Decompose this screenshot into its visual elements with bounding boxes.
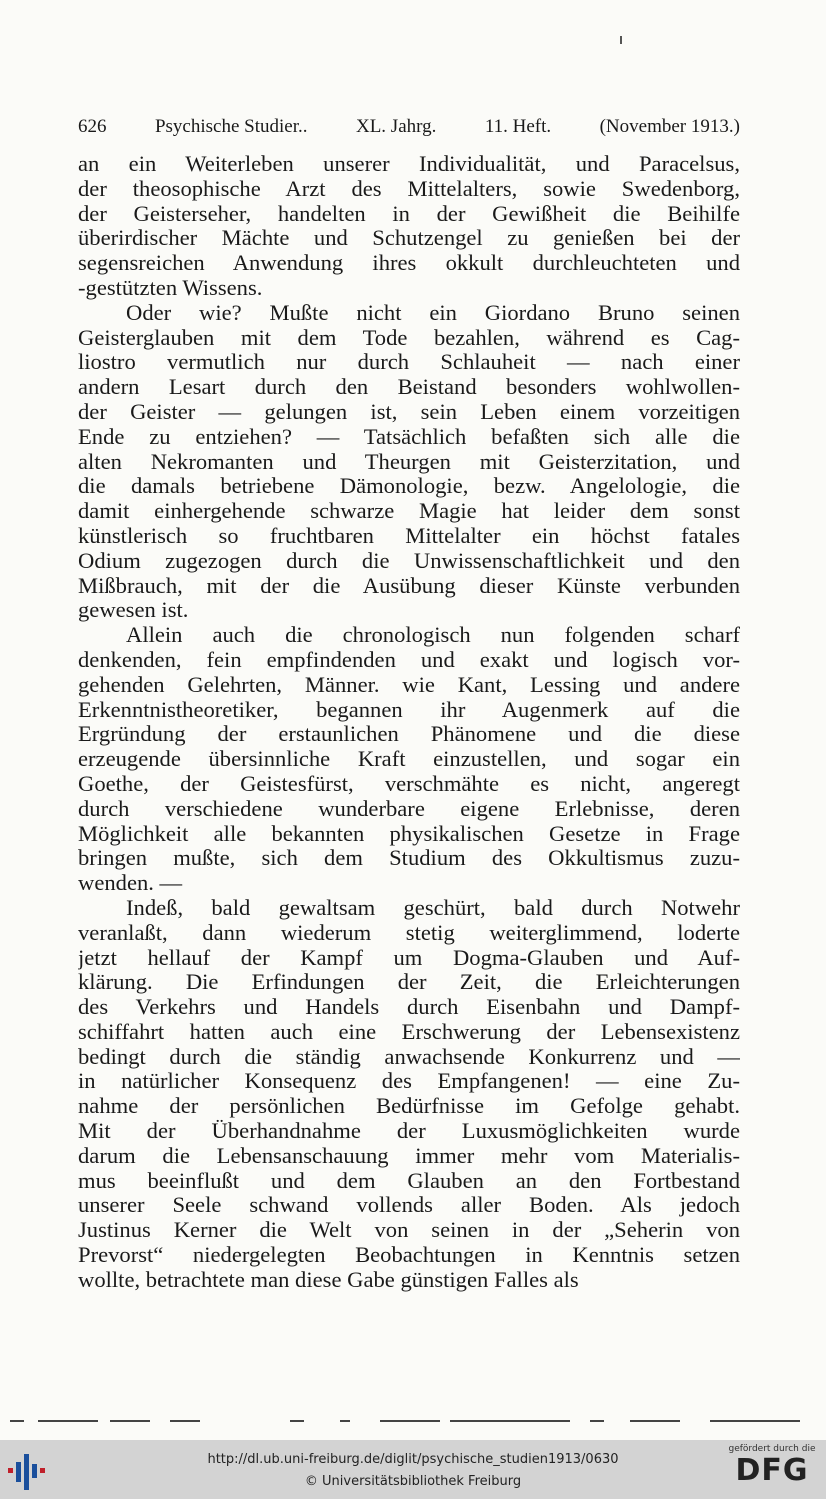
text-line: darum die Lebensanschauung immer mehr vom Materialis-: [78, 1143, 740, 1168]
text-line: Ergründung der erstaunlichen Phänomene und die diese: [78, 722, 740, 747]
text-line: künstlerisch so fruchtbaren Mittelalter ein höchst fatales: [78, 523, 740, 548]
text-line: alten Nekromanten und Theurgen mit Geisterzitation, und: [78, 449, 740, 474]
text-line: Oder wie? Mußte nicht ein Giordano Bruno seinen: [126, 300, 740, 325]
text-line: durch verschiedene wunderbare eigene Erlebnisse, deren: [78, 796, 740, 821]
volume: XL. Jahrg.: [355, 116, 437, 137]
copyright-notice: © Universitätsbibliothek Freiburg: [304, 1474, 522, 1489]
text-line: der Geisterseher, handelten in der Gewißheit die Beihilfe: [78, 201, 740, 226]
text-line: unserer Seele schwand vollends aller Boden. Als jedoch: [78, 1193, 740, 1218]
text-line: gewesen ist.: [78, 598, 189, 623]
text-line: liostro vermutlich nur durch Schlauheit — nach einer: [78, 350, 740, 375]
text-line: des Verkehrs und Handels durch Eisenbahn und Dampf-: [78, 995, 740, 1020]
text-line: klärung. Die Erfindungen der Zeit, die Erleichterungen: [78, 970, 740, 995]
scan-artifact-line: [10, 1420, 810, 1424]
text-line: jetzt hellauf der Kampf um Dogma-Glauben und Auf-: [78, 945, 740, 970]
text-line: Mit der Überhandnahme der Luxusmöglichkeiten wurde: [78, 1119, 740, 1144]
text-line: Ende zu entziehen? — Tatsächlich befaßten sich alle die: [78, 424, 740, 449]
text-line: denkenden, fein empfindenden und exakt und logisch vor-: [78, 647, 740, 672]
text-line: wollte, betrachtete man diese Gabe günstigen Falles als: [78, 1267, 579, 1292]
text-line: nahme der persönlichen Bedürfnisse im Gefolge gehabt.: [78, 1094, 740, 1119]
text-line: schiffahrt hatten auch eine Erschwerung der Lebensexistenz: [78, 1019, 740, 1044]
text-line: segensreichen Anwendung ihres okkult durchleuchteten und: [78, 251, 740, 276]
dfg-logo: [726, 1444, 818, 1496]
text-line: wenden. —: [78, 871, 183, 896]
text-line: andern Lesart durch den Beistand besonders wohlwollen-: [78, 375, 740, 400]
text-line: überirdischer Mächte und Schutzengel zu genießen bei der: [78, 226, 740, 251]
text-line: Allein auch die chronologisch nun folgenden scharf: [126, 623, 740, 648]
margin-mark: [620, 36, 622, 44]
paragraph: [78, 152, 740, 301]
text-line: Geisterglauben mit dem Tode bezahlen, während es Cag-: [78, 325, 740, 350]
text-line: erzeugende übersinnliche Kraft einzustellen, und sogar ein: [78, 747, 740, 772]
text-line: in natürlicher Konsequenz des Empfangenen! — eine Zu-: [78, 1069, 740, 1094]
digitization-footer: [0, 1440, 826, 1499]
text-line: die damals betriebene Dämonologie, bezw. Angelologie, die: [78, 474, 740, 499]
text-line: Möglichkeit alle bekannten physikalischen Gesetze in Frage: [78, 821, 740, 846]
text-line: Justinus Kerner die Welt von seinen in der „Seherin von: [78, 1218, 740, 1243]
text-line: veranlaßt, dann wiederum stetig weiterglimmend, loderte: [78, 920, 740, 945]
text-line: gehenden Gelehrten, Männer. wie Kant, Lessing und andere: [78, 672, 740, 697]
text-line: damit einhergehende schwarze Magie hat leider dem sonst: [78, 499, 740, 524]
text-line: Indeß, bald gewaltsam geschürt, bald durch Notwehr: [126, 895, 740, 920]
running-header: [78, 116, 740, 142]
text-line: -gestützten Wissens.: [78, 275, 263, 300]
text-line: an ein Weiterleben unserer Individualität, und Paracelsus,: [78, 152, 740, 176]
text-line: bedingt durch die ständig anwachsende Konkurrenz und —: [78, 1044, 740, 1069]
paragraph: [78, 623, 740, 896]
text-line: Prevorst“ niedergelegten Beobachtungen in Kenntnis setzen: [78, 1243, 740, 1268]
text-line: bringen mußte, sich dem Studium des Okkultismus zuzu-: [78, 846, 740, 871]
body-text: [78, 152, 740, 1293]
dfg-wordmark: DFG: [735, 1453, 809, 1488]
page-number: 626: [78, 116, 107, 137]
source-url[interactable]: http://dl.ub.uni-freiburg.de/diglit/psychische_studien1913/0630: [207, 1452, 619, 1467]
paragraph: [78, 896, 740, 1293]
text-line: der theosophische Arzt des Mittelalters, sowie Swedenborg,: [78, 176, 740, 201]
issue: 11. Heft.: [484, 116, 552, 137]
text-line: der Geister — gelungen ist, sein Leben einem vorzeitigen: [78, 399, 740, 424]
funder-caption: gefördert durch die: [728, 1444, 816, 1454]
journal-title: Psychische Studier..: [154, 116, 308, 137]
issue-date: (November 1913.): [599, 116, 740, 137]
text-line: mus beeinflußt und dem Glauben an den Fortbestand: [78, 1168, 740, 1193]
text-line: Goethe, der Geistesfürst, verschmähte es nicht, angeregt: [78, 771, 740, 796]
text-line: Erkenntnistheoretiker, begannen ihr Augenmerk auf die: [78, 697, 740, 722]
text-line: Odium zugezogen durch die Unwissenschaftlichkeit und den: [78, 548, 740, 573]
paragraph: [78, 301, 740, 623]
text-line: Mißbrauch, mit der die Ausübung dieser Künste verbunden: [78, 573, 740, 598]
